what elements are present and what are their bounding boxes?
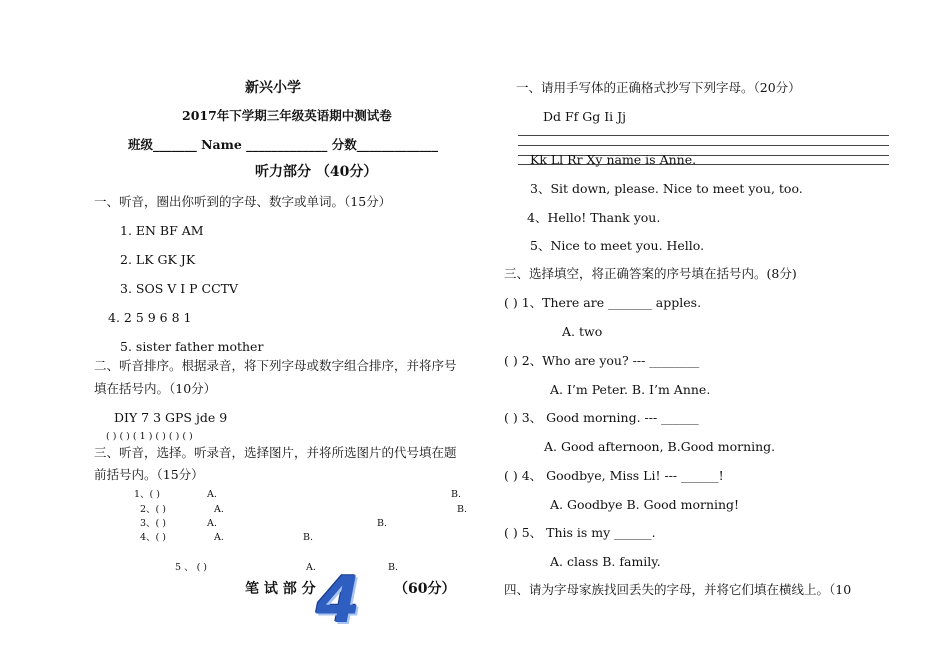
section3-instruction-line1: 三、听音，选择。听录音，选择图片，并将所选图片的代号填在题	[94, 445, 457, 460]
section3-instruction-line2: 前括号内。（15分）	[94, 467, 204, 482]
s3-row-5-option-b: B.	[388, 562, 399, 573]
listening-header: 听力部分 （40分）	[255, 164, 378, 180]
s3-row-3-option-b: B.	[377, 518, 388, 529]
s3-row-4-question: 4、( )	[140, 532, 166, 543]
s3-row-1-option-b: B.	[451, 489, 462, 500]
s3-row-2-option-b: B.	[457, 504, 468, 515]
q5: ( ) 5、 This is my ______.	[504, 525, 656, 540]
written-header: 笔 试 部 分	[245, 581, 316, 597]
s1-item-4: 4. 2 5 9 6 8 1	[108, 310, 192, 325]
s3-row-4-option-a: A.	[214, 532, 224, 543]
q2-options: A. I’m Peter. B. I’m Anne.	[550, 382, 711, 397]
s1-item-2: 2. LK GK JK	[120, 252, 196, 267]
w1-overlap-text: Kk Ll Rr Xy name is Anne.	[530, 152, 697, 167]
section2-instruction-line1: 二、听音排序。根据录音，将下列字母或数字组合排序，并将序号	[94, 358, 457, 373]
pair-5: 5、Nice to meet you. Hello.	[530, 238, 705, 253]
q1-option: A. two	[562, 324, 603, 339]
school-name: 新兴小学	[245, 80, 301, 96]
q3: ( ) 3、 Good morning. --- ______	[504, 410, 699, 425]
s2-brackets: ( ) ( ) ( 1 ) ( ) ( ) ( )	[106, 431, 193, 442]
q4-options: A. Goodbye B. Good morning!	[550, 497, 740, 512]
s3-row-4-option-b: B.	[303, 532, 314, 543]
exam-title: 2017年下学期三年级英语期中测试卷	[182, 108, 392, 123]
q3-options: A. Good afternoon, B.Good morning.	[544, 439, 776, 454]
s3-row-2-option-a: A.	[214, 504, 224, 515]
s3-row-5-question: 5 、 ( )	[175, 562, 208, 573]
writing-line-4	[518, 164, 889, 165]
pair-4: 4、Hello! Thank you.	[527, 210, 661, 225]
section1-instruction: 一、听音，圈出你听到的字母、数字或单词。（15分）	[94, 194, 392, 209]
w4-instruction: 四、请为字母家族找回丢失的字母，并将它们填在横线上。（10	[504, 582, 852, 597]
pair-3: 3、Sit down, please. Nice to meet you, too.	[530, 181, 803, 196]
s3-row-2-question: 2、( )	[140, 504, 166, 515]
q2: ( ) 2、Who are you? --- ________	[504, 353, 700, 368]
s1-item-5: 5. sister father mother	[120, 339, 264, 354]
w1-letters: Dd Ff Gg Ii Jj	[543, 109, 627, 124]
info-line: 班级_______ Name _____________ 分数_____________	[128, 137, 439, 152]
section2-instruction-line2: 填在括号内。（10分）	[94, 381, 217, 396]
s3-row-1-option-a: A.	[207, 489, 217, 500]
writing-line-2	[518, 145, 889, 146]
w1-instruction: 一、请用手写体的正确格式抄写下列字母。（20分）	[516, 80, 801, 95]
s3-row-3-option-a: A.	[207, 518, 217, 529]
s1-item-1: 1. EN BF AM	[120, 223, 204, 238]
s3-row-1-question: 1、( )	[134, 489, 160, 500]
decorative-number-four: 4	[316, 564, 361, 638]
q5-options: A. class B. family.	[550, 554, 661, 569]
written-score: （60分）	[394, 581, 456, 597]
s1-item-3: 3. SOS V I P CCTV	[120, 281, 239, 296]
s3-row-3-question: 3、( )	[140, 518, 166, 529]
s3-row-5-option-a: A.	[306, 562, 316, 573]
writing-line-1	[518, 135, 889, 136]
q1: ( ) 1、There are _______ apples.	[504, 295, 702, 310]
w3-instruction: 三、选择填空，将正确答案的序号填在括号内。(8分)	[504, 266, 797, 281]
q4: ( ) 4、 Goodbye, Miss Li! --- ______!	[504, 468, 724, 483]
s2-items: DIY 7 3 GPS jde 9	[114, 410, 228, 425]
